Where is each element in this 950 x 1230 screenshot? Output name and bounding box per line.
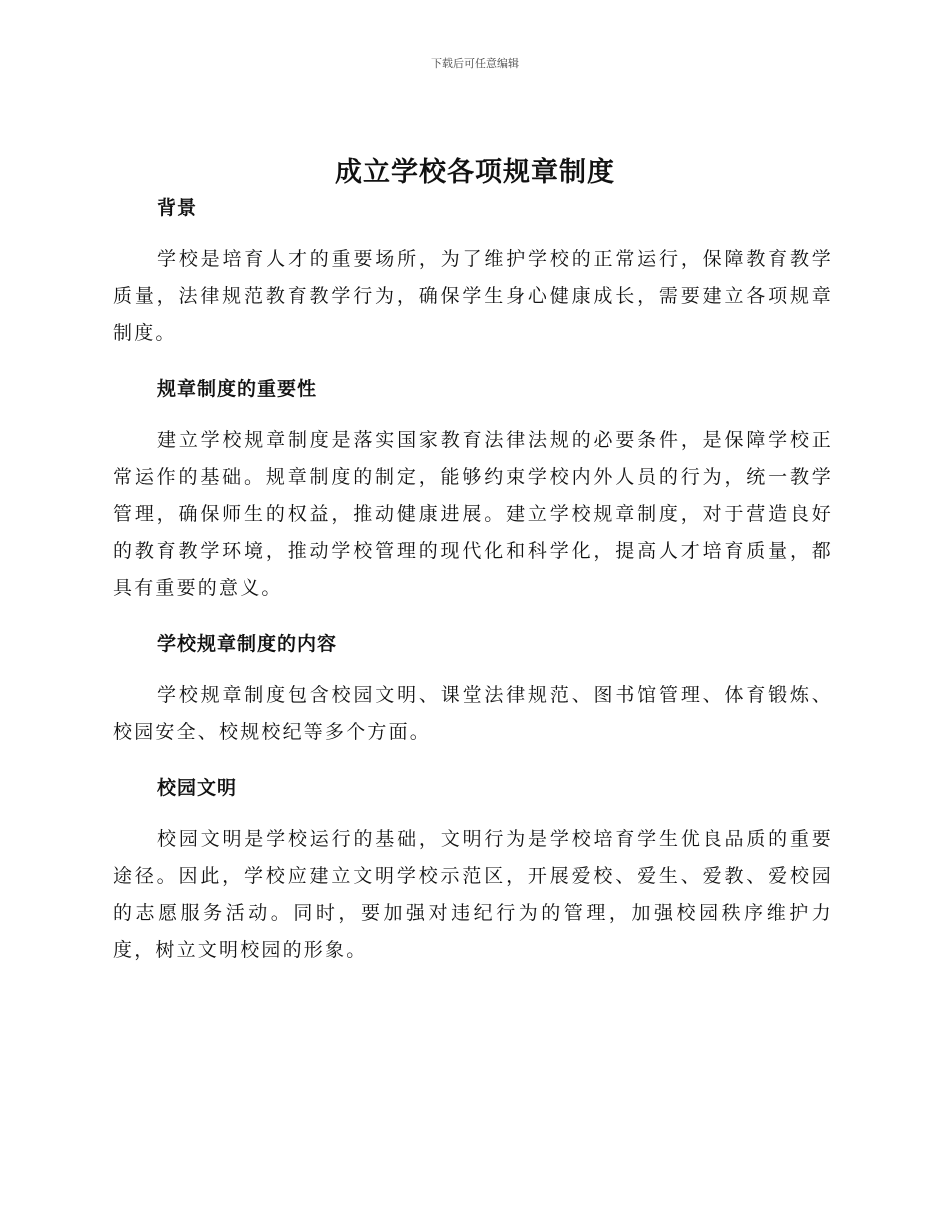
section-importance [113, 374, 833, 607]
section-paragraph: 校园文明是学校运行的基础，文明行为是学校培育学生优良品质的重要途径。因此，学校应建立文明学校示范区，开展爱校、爱生、爱教、爱校园的志愿服务活动。同时，要加强对违纪行为的管理，加强校园秩序维护力度，树立文明校园的形象。 [113, 828, 833, 961]
section-paragraph: 学校是培育人才的重要场所，为了维护学校的正常运行，保障教育教学质量，法律规范教育教学行为，确保学生身心健康成长，需要建立各项规章制度。 [113, 248, 833, 344]
section-heading: 学校规章制度的内容 [157, 633, 338, 655]
page-header-note: 下载后可任意编辑 [431, 57, 519, 70]
document-title: 成立学校各项规章制度 [335, 157, 615, 188]
section-background [113, 193, 833, 352]
section-heading: 背景 [157, 197, 198, 219]
section-contents [113, 629, 833, 751]
section-heading: 规章制度的重要性 [157, 378, 318, 400]
section-campus-civility [113, 773, 833, 969]
section-paragraph: 学校规章制度包含校园文明、课堂法律规范、图书馆管理、体育锻炼、校园安全、校规校纪等多个方面。 [113, 684, 833, 743]
section-heading: 校园文明 [157, 777, 238, 799]
section-paragraph: 建立学校规章制度是落实国家教育法律法规的必要条件，是保障学校正常运作的基础。规章制度的制定，能够约束学校内外人员的行为，统一教学管理，确保师生的权益，推动健康进展。建立学校规章制度，对于营造良好的教育教学环境，推动学校管理的现代化和科学化，提高人才培育质量，都具有重要的意义。 [113, 429, 833, 599]
document-content [113, 193, 833, 969]
